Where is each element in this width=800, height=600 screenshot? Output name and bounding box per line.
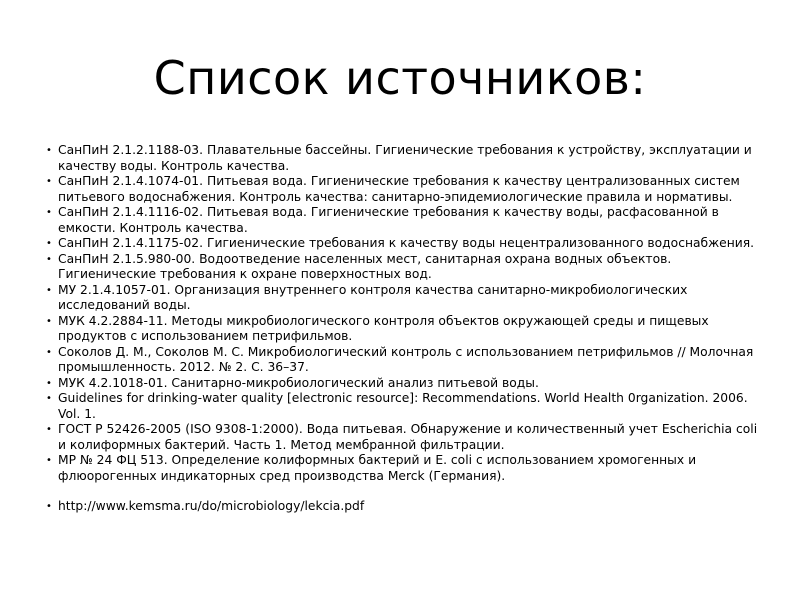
reference-link-item[interactable] <box>46 499 758 515</box>
reference-item <box>46 236 758 252</box>
reference-text: МУ 2.1.4.1057-01. Организация внутреннего контроля качества санитарно-микробиологических исследований воды. <box>58 282 688 312</box>
bullet-icon: • <box>46 284 52 296</box>
reference-item <box>46 283 758 314</box>
reference-item <box>46 205 758 236</box>
reference-item <box>46 174 758 205</box>
bullet-icon: • <box>46 253 52 265</box>
reference-item <box>46 314 758 345</box>
reference-text: СанПиН 2.1.2.1188-03. Плавательные бассейны. Гигиенические требования к устройству, эксплуатации и качеству воды. Контроль качества. <box>58 143 752 173</box>
bullet-icon: • <box>46 145 52 156</box>
reference-item <box>46 345 758 376</box>
bullet-icon: • <box>46 315 52 327</box>
reference-item <box>46 252 758 283</box>
bullet-icon: • <box>46 377 52 389</box>
reference-text: СанПиН 2.1.4.1175-02. Гигиенические требования к качеству воды нецентрализованного водоснабжения. <box>58 236 755 250</box>
reference-text: СанПиН 2.1.4.1116-02. Питьевая вода. Гигиенические требования к качеству воды, расфасованной в емкости. Контроль качества. <box>58 205 719 235</box>
bullet-icon: • <box>46 501 52 512</box>
reference-item <box>46 143 758 174</box>
reference-text: МУК 4.2.2884-11. Методы микробиологического контроля объектов окружающей среды и пищевых продуктов с использованием петрифильмов. <box>58 313 709 343</box>
bullet-icon: • <box>46 238 52 249</box>
reference-link[interactable]: http://www.kemsma.ru/do/microbiology/lekcia.pdf <box>58 499 365 513</box>
bullet-icon: • <box>46 455 52 466</box>
bullet-icon: • <box>46 424 52 435</box>
reference-item <box>46 391 758 422</box>
reference-text: СанПиН 2.1.4.1074-01. Питьевая вода. Гигиенические требования к качеству централизованных систем питьевого водоснабжения. Контроль качества: санитарно-эпидемиологические правила и нормативы. <box>58 174 740 204</box>
reference-text: Guidelines for drinking-water quality [electronic resource]: Recommendations. World Health 0rganization. 2006. Vol. 1. <box>58 391 748 421</box>
reference-item <box>46 376 758 392</box>
bullet-icon: • <box>46 176 52 187</box>
bullet-icon: • <box>46 346 52 358</box>
bullet-icon: • <box>46 393 52 404</box>
reference-list <box>46 143 758 515</box>
slide-title: Список источников: <box>153 51 647 105</box>
reference-text: Соколов Д. М., Соколов М. С. Микробиологический контроль с использованием петрифильмов // Молочная промышленность. 2012. № 2. С. 36–37. <box>58 344 754 374</box>
reference-item <box>46 422 758 453</box>
reference-text: МУК 4.2.1018-01. Санитарно-микробиологический анализ питьевой воды. <box>58 375 539 390</box>
reference-text: ГОСТ Р 52426-2005 (ISO 9308-1:2000). Вода питьевая. Обнаружение и количественный учет Escherichia coli и колиформных бактерий. Часть 1. Метод мембранной фильтрации. <box>58 422 758 452</box>
bullet-icon: • <box>46 207 52 218</box>
reference-text: СанПиН 2.1.5.980-00. Водоотведение населенных мест, санитарная охрана водных объектов. Гигиенические требования к охране поверхностных вод. <box>58 251 672 281</box>
reference-item <box>46 453 758 484</box>
reference-text: МР № 24 ФЦ 513. Определение колиформных бактерий и E. coli с использованием хромогенных и флюорогенных индикаторных сред производства Merck (Германия). <box>58 453 697 483</box>
